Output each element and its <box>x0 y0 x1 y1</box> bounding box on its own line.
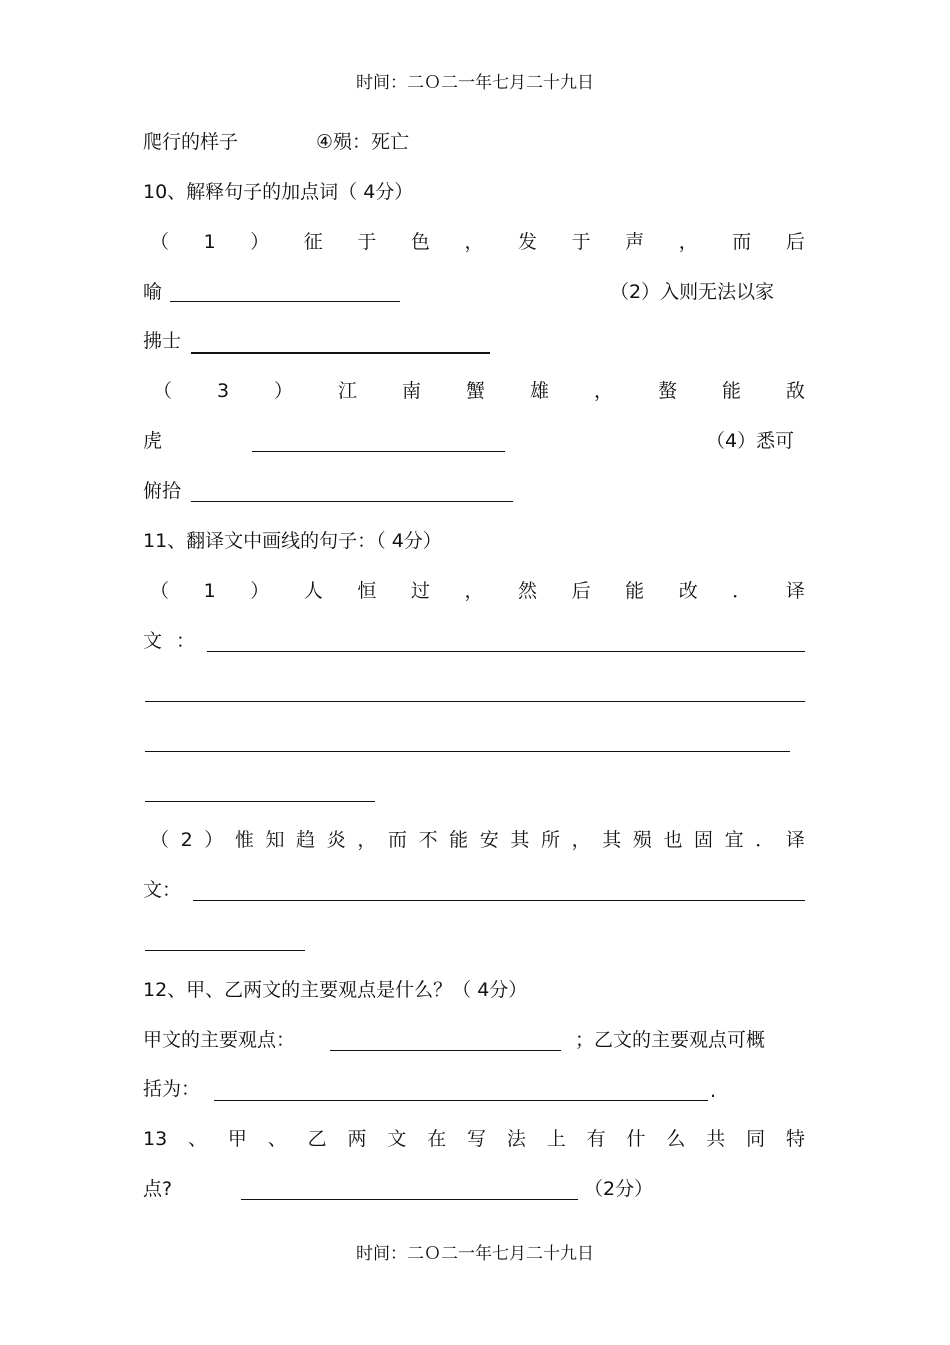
line-text: 喻 <box>143 281 163 303</box>
spaced-char: 3 <box>216 380 230 402</box>
line-text: （2分） <box>584 1178 654 1200</box>
line-text: 虎 <box>143 430 163 452</box>
spaced-char: 特 <box>785 1128 805 1150</box>
spaced-char: （ <box>153 380 173 402</box>
spaced-char: 同 <box>746 1128 766 1150</box>
spaced-char: 其 <box>602 829 622 851</box>
spaced-char: 江 <box>338 380 358 402</box>
spaced-char: 法 <box>506 1128 526 1150</box>
spaced-char: （ <box>150 829 170 851</box>
spaced-char: 后 <box>571 580 591 602</box>
spaced-char: ） <box>204 829 224 851</box>
answer-blank[interactable] <box>241 1199 578 1200</box>
spaced-char: 炎 <box>326 829 346 851</box>
spaced-char: 恒 <box>357 580 377 602</box>
spaced-char: 色 <box>410 231 430 253</box>
line-text: （4）悉可 <box>706 430 795 452</box>
spaced-char: 知 <box>265 829 285 851</box>
spaced-char: （ <box>150 580 170 602</box>
spaced-char: 、 <box>267 1128 287 1150</box>
line-text: 括为： <box>143 1078 201 1100</box>
spaced-char: 1 <box>203 231 216 253</box>
question-10-3-sentence <box>153 379 805 403</box>
spaced-char: 2 <box>180 829 193 851</box>
spaced-char: 能 <box>721 380 741 402</box>
spaced-char: 螯 <box>657 380 677 402</box>
spaced-char: 蟹 <box>466 380 486 402</box>
spaced-char: 有 <box>586 1128 606 1150</box>
line-text: . <box>710 1080 717 1102</box>
spaced-char: ， <box>678 231 698 253</box>
spaced-char: 人 <box>303 580 323 602</box>
spaced-char: 能 <box>625 580 645 602</box>
spaced-char: ， <box>464 580 484 602</box>
page-header: 时间：二Ｏ二一年七月二十九日 <box>356 73 594 93</box>
answer-blank[interactable] <box>330 1050 561 1051</box>
spaced-char: 而 <box>732 231 752 253</box>
question-13-sentence <box>143 1127 805 1151</box>
spaced-char: 、 <box>188 1128 208 1150</box>
spaced-char: ） <box>250 231 270 253</box>
spaced-char: ， <box>464 231 484 253</box>
answer-blank[interactable] <box>252 451 505 452</box>
spaced-char: 敌 <box>785 380 805 402</box>
spaced-char: ． <box>755 829 775 851</box>
spaced-char: 声 <box>625 231 645 253</box>
spaced-char: 上 <box>546 1128 566 1150</box>
spaced-char: 13 <box>143 1128 168 1150</box>
line-text: 俯拾 <box>143 480 182 502</box>
answer-blank[interactable] <box>145 751 790 752</box>
answer-blank[interactable] <box>191 352 490 354</box>
line-text: 拂士 <box>143 330 182 352</box>
spaced-char: 安 <box>479 829 499 851</box>
spaced-char: 么 <box>666 1128 686 1150</box>
spaced-char: ） <box>274 380 294 402</box>
answer-blank[interactable] <box>145 801 375 802</box>
question-10-title: 10、解释句子的加点词（ 4分） <box>143 181 414 203</box>
spaced-char: 在 <box>427 1128 447 1150</box>
line-text: 点? <box>143 1178 173 1200</box>
spaced-char: 征 <box>303 231 323 253</box>
spaced-char: 然 <box>518 580 538 602</box>
question-11-title: 11、翻译文中画线的句子：（ 4分） <box>143 530 442 552</box>
spaced-char: 文 <box>387 1128 407 1150</box>
spaced-char: 两 <box>347 1128 367 1150</box>
spaced-char: 1 <box>203 580 216 602</box>
spaced-char: 于 <box>357 231 377 253</box>
line-text: 甲文的主要观点： <box>143 1029 296 1051</box>
spaced-char: 能 <box>449 829 469 851</box>
spaced-char: 过 <box>410 580 430 602</box>
answer-blank[interactable] <box>145 701 805 702</box>
spaced-char: 改 <box>678 580 698 602</box>
spaced-char: 也 <box>663 829 683 851</box>
spaced-char: 惟 <box>234 829 254 851</box>
spaced-char: ， <box>357 829 377 851</box>
spaced-char: 固 <box>694 829 714 851</box>
spaced-char: （ <box>150 231 170 253</box>
spaced-char: 不 <box>418 829 438 851</box>
spaced-char: 写 <box>467 1128 487 1150</box>
line-text: 文： <box>143 879 182 901</box>
question-11-2-sentence <box>150 828 805 852</box>
answer-blank[interactable] <box>145 950 305 951</box>
spaced-char: 发 <box>518 231 538 253</box>
spaced-char: 译 <box>785 580 805 602</box>
spaced-char: 于 <box>571 231 591 253</box>
spaced-char: 其 <box>510 829 530 851</box>
spaced-char: 什 <box>626 1128 646 1150</box>
spaced-char: 甲 <box>227 1128 247 1150</box>
spaced-char: 雄 <box>529 380 549 402</box>
spaced-char: ） <box>250 580 270 602</box>
answer-blank[interactable] <box>193 900 805 901</box>
spaced-char: 所 <box>541 829 561 851</box>
spaced-char: 宜 <box>724 829 744 851</box>
question-10-1-sentence <box>150 230 805 254</box>
question-12-title: 12、甲、乙两文的主要观点是什么？（ 4分） <box>143 979 528 1001</box>
page-footer: 时间：二Ｏ二一年七月二十九日 <box>356 1244 594 1264</box>
spaced-char: 共 <box>706 1128 726 1150</box>
spaced-char: ， <box>593 380 613 402</box>
line-text: ；乙文的主要观点可概 <box>575 1029 766 1051</box>
answer-blank[interactable] <box>170 301 400 302</box>
line-text: 爬行的样子 <box>143 131 239 153</box>
spaced-char: 译 <box>785 829 805 851</box>
spaced-char: ， <box>571 829 591 851</box>
line-text: ④殒：死亡 <box>316 131 410 153</box>
spaced-char: 后 <box>785 231 805 253</box>
spaced-char: 趋 <box>296 829 316 851</box>
spaced-char: 乙 <box>307 1128 327 1150</box>
line-text: （2）入则无法以家 <box>610 281 775 303</box>
answer-blank[interactable] <box>214 1100 708 1101</box>
spaced-char: 殒 <box>632 829 652 851</box>
answer-blank[interactable] <box>207 651 805 652</box>
spaced-char: 而 <box>387 829 407 851</box>
answer-blank[interactable] <box>191 501 513 502</box>
spaced-char: ． <box>732 580 752 602</box>
line-text: 文： <box>143 630 210 652</box>
question-11-1-sentence <box>150 579 805 603</box>
spaced-char: 南 <box>402 380 422 402</box>
